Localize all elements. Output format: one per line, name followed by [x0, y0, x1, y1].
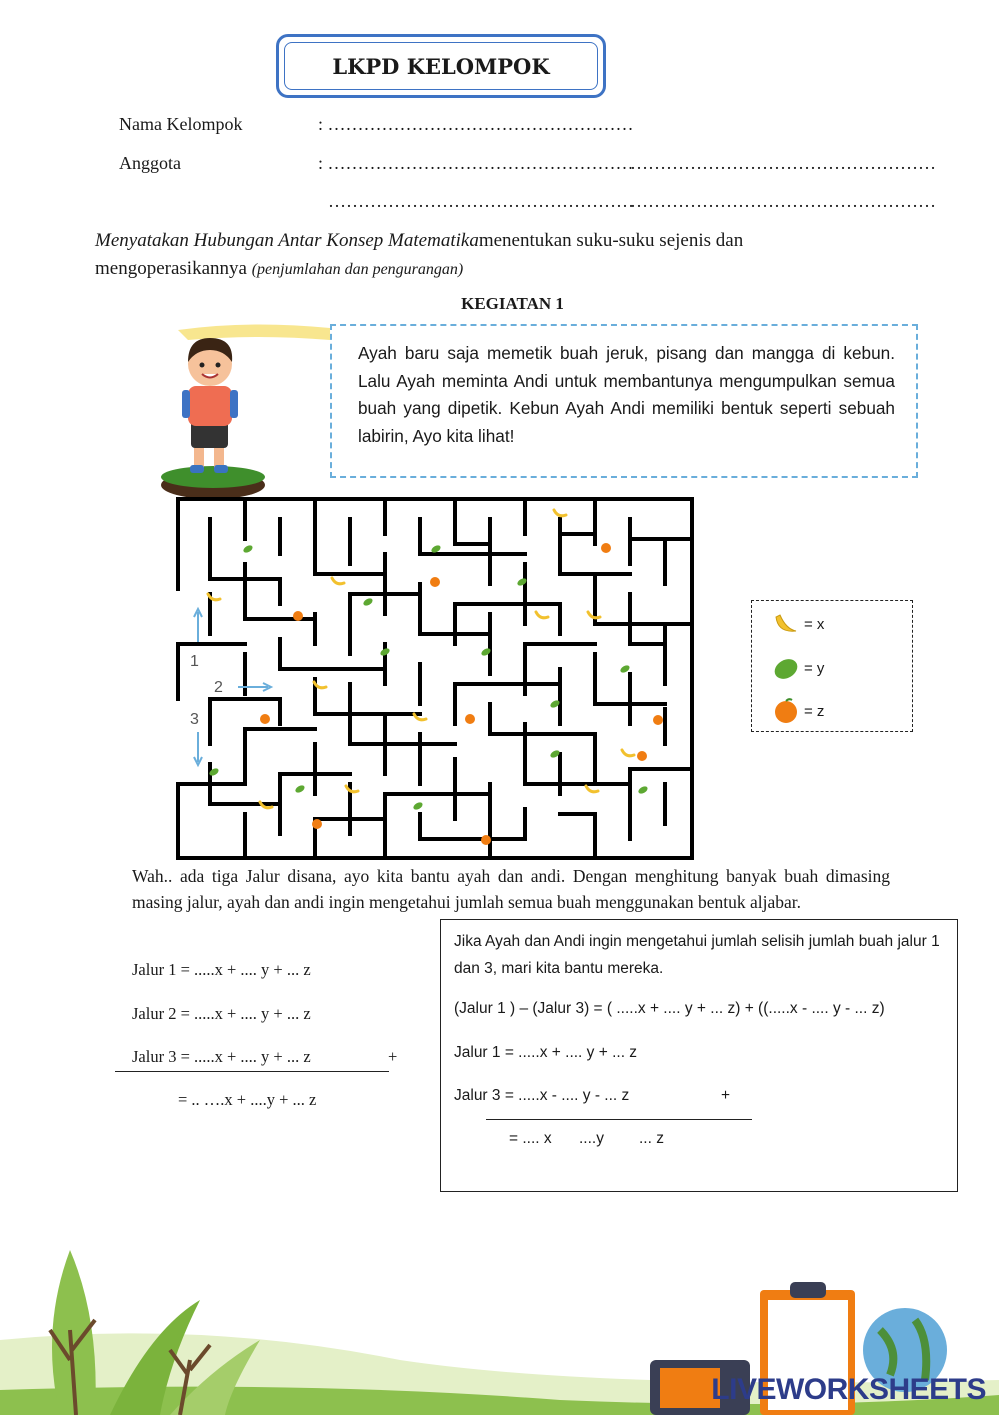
legend-row-mango — [772, 655, 824, 681]
member-field-2[interactable]: …………………………………………… — [630, 153, 936, 173]
mango-icon — [362, 597, 374, 607]
path-markers — [190, 609, 271, 765]
group-name-label: Nama Kelompok — [119, 114, 243, 134]
orange-icon — [601, 543, 611, 553]
instruction-paragraph: Wah.. ada tiga Jalur disana, ayo kita bantu ayah dan andi. Dengan menghitung banyak buah dimasing masing jalur, ayah dan andi ingin mengetahui jumlah semua buah menggunakan bentuk aljabar. — [132, 866, 890, 912]
orange-icon — [312, 819, 322, 829]
banana-icon — [554, 510, 566, 516]
fruit-legend — [751, 600, 913, 732]
orange-icon — [637, 751, 647, 761]
sum-jalur-2[interactable]: Jalur 2 = .....x + .... y + ... z — [132, 1004, 311, 1023]
orange-icon — [260, 714, 270, 724]
banana-icon — [772, 611, 800, 637]
banana-icon — [208, 594, 220, 600]
mango-icon — [294, 784, 306, 794]
member-field-1[interactable]: : …………………………………………… — [318, 153, 634, 173]
liveworksheets-watermark[interactable]: LIVEWORKSHEETS — [711, 1373, 986, 1406]
difference-plus-sign: + — [721, 1087, 731, 1104]
mango-icon — [637, 785, 649, 795]
difference-result-y[interactable]: ....y — [579, 1130, 604, 1147]
objective-italic: Menyatakan Hubungan Antar Konsep Matematika — [95, 230, 479, 251]
banana-icon — [622, 750, 634, 756]
banana-icon — [314, 682, 326, 688]
member-field-4[interactable]: …………………………………………… — [630, 191, 936, 211]
difference-result-z[interactable]: ... z — [639, 1130, 664, 1147]
orange-icon — [772, 697, 800, 725]
banana-icon — [586, 786, 598, 792]
path-2-label: 2 — [214, 679, 223, 696]
banana-icon — [536, 612, 548, 618]
difference-box — [440, 919, 958, 1192]
story-text: Ayah baru saja memetik buah jeruk, pisang dan mangga di kebun. Lalu Ayah meminta Andi untuk membantunya mengumpulkan semua buah yang dipetik. Kebun Ayah Andi memiliki bentuk seperti sebuah labirin, Ayo kita lihat! — [358, 343, 895, 446]
orange-icon — [293, 611, 303, 621]
difference-jalur-3[interactable]: Jalur 3 = .....x - .... y - ... z — [454, 1087, 630, 1104]
legend-orange-text: = z — [804, 702, 825, 720]
mango-icon — [772, 655, 800, 681]
difference-jalur-1[interactable]: Jalur 1 = .....x + .... y + ... z — [454, 1044, 638, 1061]
boy-illustration — [158, 320, 333, 500]
maze-walls — [178, 499, 692, 858]
path-1-label: 1 — [190, 653, 199, 670]
orange-icon — [465, 714, 475, 724]
learning-objective — [95, 227, 895, 284]
sum-divider — [115, 1071, 389, 1072]
legend-row-banana — [772, 611, 824, 637]
story-box — [330, 324, 918, 478]
objective-text: menentukan suku-suku sejenis dan mengoperasikannya — [95, 230, 744, 279]
sum-result[interactable]: = .. ….x + ....y + ... z — [178, 1090, 317, 1109]
member-field-3[interactable]: …………………………………………… — [328, 191, 634, 211]
group-name-field[interactable]: : …………………………………………… — [318, 114, 634, 134]
orange-icon — [430, 577, 440, 587]
page-title: LKPD KELOMPOK — [284, 42, 598, 90]
difference-intro: Jika Ayah dan Andi ingin mengetahui jumlah selisih jumlah buah jalur 1 dan 3, mari kita bantu mereka. — [454, 933, 940, 977]
orange-icon — [481, 835, 491, 845]
maze — [170, 494, 700, 866]
difference-divider — [486, 1119, 752, 1120]
path-3-label: 3 — [190, 711, 199, 728]
sum-jalur-1[interactable]: Jalur 1 = .....x + .... y + ... z — [132, 960, 311, 979]
sum-plus-sign: + — [388, 1047, 398, 1066]
legend-banana-text: = x — [804, 615, 825, 633]
mango-icon — [412, 801, 424, 811]
orange-icon — [653, 715, 663, 725]
legend-row-orange — [772, 697, 824, 725]
difference-formula[interactable]: (Jalur 1 ) – (Jalur 3) = ( .....x + .... y + ... z) + ((.....x - .... y - ... z) — [454, 1000, 885, 1017]
members-label: Anggota — [119, 153, 181, 173]
objective-note: (penjumlahan dan pengurangan) — [251, 261, 464, 278]
difference-result-x[interactable]: = .... x — [509, 1130, 552, 1147]
sum-jalur-3[interactable]: Jalur 3 = .....x + .... y + ... z — [132, 1047, 311, 1066]
title-box — [276, 34, 606, 98]
activity-title: KEGIATAN 1 — [461, 294, 564, 313]
legend-mango-text: = y — [804, 659, 825, 677]
banana-icon — [332, 578, 344, 584]
mango-icon — [242, 544, 254, 554]
